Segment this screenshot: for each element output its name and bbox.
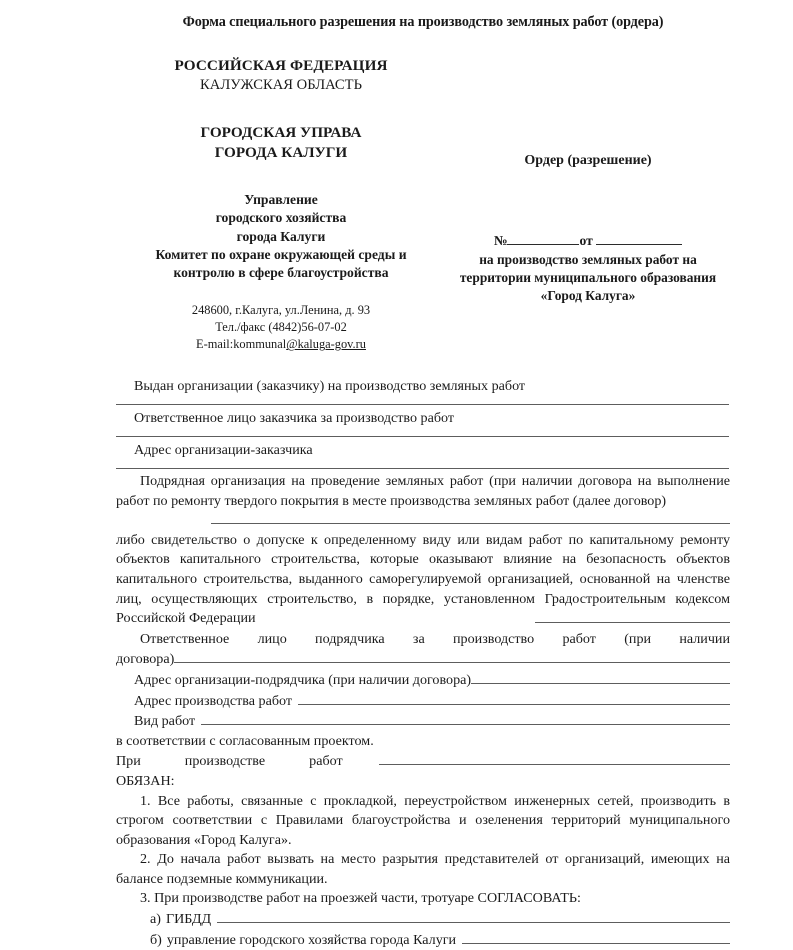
department-line-1: Управление — [244, 192, 318, 208]
fill-rule-contractor-org[interactable] — [211, 510, 730, 524]
fill-row-during-works — [116, 751, 730, 772]
fill-rule-city-management[interactable] — [462, 930, 730, 944]
administration-line-2: ГОРОДА КАЛУГИ — [214, 143, 348, 161]
label-contractor-address: Адрес организации-подрядчика (при наличии договора) — [134, 671, 472, 688]
email-prefix: E-mail:kommunal — [196, 337, 287, 352]
phone-fax: Тел./факс (4842)56-07-02 — [215, 320, 347, 335]
purpose-line-1: на производство земляных работ на — [479, 251, 697, 267]
header-left-column — [116, 56, 446, 354]
rc-word-6: работ — [562, 630, 596, 647]
administration-line-1: ГОРОДСКАЯ УПРАВА — [200, 123, 362, 141]
email-domain-link[interactable]: @kaluga-gov.ru — [286, 337, 366, 352]
fill-row-responsible-contractor — [116, 649, 730, 670]
form-title: Форма специального разрешения на производство земляных работ (ордера) — [182, 14, 664, 30]
fill-rule-gibdd[interactable] — [217, 909, 730, 923]
fill-row-contractor-address — [116, 670, 730, 691]
department-line-2: городского хозяйства — [215, 210, 347, 226]
rc-word-4: за — [412, 630, 425, 647]
rc-word-1: Ответственное — [140, 630, 230, 647]
approval-row-gibdd — [116, 909, 730, 930]
during-works-word-3: работ — [309, 753, 343, 770]
rc-word-7: (при — [624, 630, 652, 647]
email-line — [116, 336, 446, 353]
fill-rule-responsible-contractor[interactable] — [174, 649, 730, 663]
committee-line-2: контролю в сфере благоустройства — [173, 264, 389, 280]
approval-label-city-management: управление городского хозяйства города Калуги — [166, 931, 457, 948]
fill-rule-works-type[interactable] — [201, 711, 730, 725]
order-date-field[interactable] — [596, 244, 682, 245]
obligation-3-number: 3. — [140, 890, 151, 907]
rc-word-2: лицо — [257, 630, 287, 647]
during-works-word-2: производстве — [184, 753, 266, 770]
obligation-2-number: 2. — [140, 851, 151, 868]
label-customer-address: Адрес организации-заказчика — [134, 442, 313, 458]
paragraph-admission: либо свидетельство о допуске к определенному виду или видам работ по капитальному ремонту объектов капитального строительства, которые оказывают влияние на безопасность объектов капитального строительства, выданного саморегулируемой организацией, основанной на членстве лиц, осуществляющих строительство, в порядке, установленном Градостроительным кодексом Российской Федерации — [116, 531, 730, 627]
date-label: от — [579, 233, 593, 249]
approval-row-city-management — [116, 930, 730, 950]
purpose-line-3: «Город Калуга» — [540, 287, 636, 303]
fill-rule-admission[interactable] — [535, 609, 730, 623]
obligation-item-1 — [116, 792, 730, 851]
approval-label-gibdd: ГИБДД — [165, 911, 212, 928]
country-name: РОССИЙСКАЯ ФЕДЕРАЦИЯ — [174, 57, 388, 74]
number-label: № — [493, 233, 508, 249]
label-responsible-customer: Ответственное лицо заказчика за производство работ — [134, 410, 455, 426]
department-line-3: города Калуги — [236, 228, 326, 244]
obligation-1-number: 1. — [140, 792, 151, 809]
rc-word-8: наличии — [679, 630, 730, 647]
obligation-item-3 — [116, 889, 730, 909]
paragraph-responsible-contractor-line-1 — [116, 630, 730, 650]
obligation-3-text: При производстве работ на проезжей части, тротуаре СОГЛАСОВАТЬ: — [154, 890, 581, 907]
fill-rule-contractor-address[interactable] — [471, 670, 730, 684]
fill-rule-during-works[interactable] — [379, 751, 730, 765]
obligation-item-2 — [116, 850, 730, 889]
obligation-1-text: Все работы, связанные с прокладкой, переустройством инженерных сетей, производить в строгом соответствии с Правилами благоустройства и озеленения территорий муниципального образования «Город Калуга». — [116, 792, 731, 848]
text-per-project: в соответствии с согласованным проектом. — [116, 732, 374, 749]
fill-row-works-address — [116, 691, 730, 712]
committee-line-1: Комитет по охране окружающей среды и — [155, 246, 407, 262]
paragraph-contractor-org: Подрядная организация на проведение земляных работ (при наличии договора на выполнение работ по ремонту твердого покрытия в месте производства земляных работ (далее договор) — [116, 473, 730, 509]
approval-marker-a: а) — [150, 911, 161, 928]
label-works-address: Адрес производства работ — [134, 692, 293, 709]
approval-marker-b: б) — [150, 931, 162, 948]
rc-word-5: производство — [453, 630, 535, 647]
fill-row-works-type — [116, 711, 730, 732]
fill-row-contractor-org — [116, 510, 730, 531]
purpose-line-2: территории муниципального образования — [459, 269, 717, 285]
order-title: Ордер (разрешение) — [524, 153, 652, 168]
text-obliged: ОБЯЗАН: — [116, 772, 175, 789]
obligation-2-text: До начала работ вызвать на место разрытия представителей от организаций, имеющих на балансе подземные коммуникации. — [116, 851, 730, 887]
label-responsible-contractor-cont: договора) — [116, 651, 175, 668]
fill-rule-works-address[interactable] — [298, 691, 730, 705]
region-name: КАЛУЖСКАЯ ОБЛАСТЬ — [200, 76, 362, 93]
document-body — [116, 378, 730, 950]
during-works-word-1: При — [116, 753, 141, 770]
header-right-column — [446, 56, 730, 305]
label-works-type: Вид работ — [134, 713, 196, 730]
document-header — [116, 56, 730, 356]
rc-word-3: подрядчика — [315, 630, 385, 647]
order-number-date-row — [446, 232, 730, 250]
postal-address: 248600, г.Калуга, ул.Ленина, д. 93 — [191, 303, 371, 318]
label-issued-to: Выдан организации (заказчику) на производство земляных работ — [134, 378, 526, 394]
order-number-field[interactable] — [507, 244, 579, 245]
